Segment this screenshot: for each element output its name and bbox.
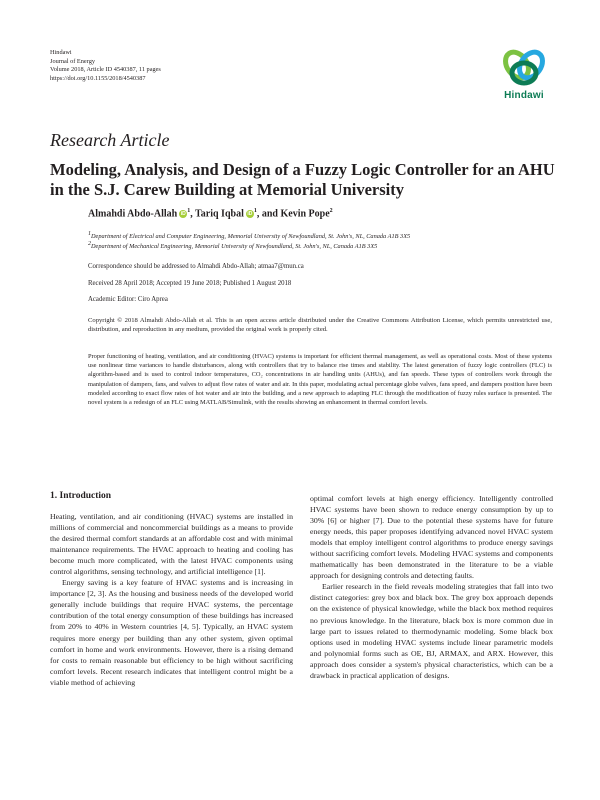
author-separator: , and <box>256 208 281 220</box>
affiliation-marker: 1 <box>253 208 257 214</box>
affiliation-number: 1 <box>88 231 91 237</box>
author-name[interactable]: Tariq Iqbal <box>195 208 244 220</box>
affiliation-2 <box>88 241 377 250</box>
affiliation-marker: 2 <box>329 208 333 214</box>
publisher-name: Hindawi <box>50 49 72 56</box>
publication-dates: Received 28 April 2018; Accepted 19 June 2018; Published 1 August 2018 <box>88 280 292 287</box>
left-column <box>50 511 293 688</box>
paragraph: optimal comfort levels at high energy efficiency. Intelligently controlled HVAC systems have been shown to reduce energy consumption by up to 30% [6] or higher [7]. Due to the potential these systems have for future energy needs, this paper proposes identifying advanced novel HVAC system models that employ intelligent control algorithms to produce energy savings without sacrificing comfort levels. Modeling HVAC systems and components mathematically has been demonstrated in the literature to be a viable approach for designing controls and detecting faults. <box>310 494 553 581</box>
academic-editor: Academic Editor: Ciro Aprea <box>88 296 168 303</box>
author-name[interactable]: Kevin Pope <box>280 208 330 220</box>
article-type: Research Article <box>50 130 170 150</box>
right-column <box>310 493 553 681</box>
section-heading: 1. Introduction <box>50 491 112 501</box>
journal-header <box>50 49 161 83</box>
orcid-icon[interactable]: iD <box>180 211 186 218</box>
hindawi-logo-icon <box>496 48 552 90</box>
paper-title: Modeling, Analysis, and Design of a Fuzzy Logic Controller for an AHU in the S.J. Carew Building at Memorial University <box>50 160 555 199</box>
author-separator: , <box>190 208 196 220</box>
affiliation-number: 2 <box>88 241 91 247</box>
hindawi-logo <box>496 48 552 106</box>
doi-link[interactable]: https://doi.org/10.1155/2018/4540387 <box>50 74 146 82</box>
author-name[interactable]: Almahdi Abdo-Allah <box>88 208 178 220</box>
affiliation-text: Department of Electrical and Computer Engineering, Memorial University of Newfoundland, St. John's, NL, Canada A1B 3X5 <box>91 233 411 241</box>
paragraph: Earlier research in the field reveals modeling strategies that fall into two distinct categories: grey box and black box. The grey box approach depends on the existence of physical knowledge, while the black box method requires no previous knowledge. In the literature, black box is more common due in large part to issues related to thermodynamic modeling. Some black box options used in modeling HVAC systems include linear parametric models and polynomial forms such as OE, BJ, ARMAX, and ARX. However, this approach does consider a system's physical characteristics, which can be a drawback in practical application of designs. <box>310 582 553 680</box>
paragraph: Energy saving is a key feature of HVAC systems and is increasing in importance [2, 3]. As the housing and business needs of the developed world generally include buildings that require HVAC systems, the percentage contribution of the total energy consumption of these buildings has increased from 20% to 40% in Western countries [4, 5]. Typically, an HVAC system requires more energy per building than any other system, given optimal comfort in home and work environments. However, there is a rising demand for costs to remain reasonable but efficiency to be high without sacrificing comfort levels. Recent research indicates that intelligent control might be a viable method of achieving <box>50 578 293 687</box>
correspondence: Correspondence should be addressed to Almahdi Abdo-Allah; atmaa7@mun.ca <box>88 263 304 270</box>
journal-name: Journal of Energy <box>50 57 96 65</box>
paragraph: Heating, ventilation, and air conditioning (HVAC) systems are installed in millions of commercial and noncommercial buildings as a means to provide the desired thermal comfort standards at an affordable cost and with minimal maintenance requirements. The HVAC approach to heating and cooling has become much more complicated, with the latest HVAC components using control algorithms, sensing technology, and artificial intelligence [1]. <box>50 512 293 577</box>
volume-info: Volume 2018, Article ID 4540387, 11 pages <box>50 66 161 74</box>
affiliation-text: Department of Mechanical Engineering, Memorial University of Newfoundland, St. John's, NL, Canada A1B 3X5 <box>91 243 378 251</box>
logo-text: Hindawi <box>504 90 544 101</box>
orcid-icon[interactable]: iD <box>247 211 253 218</box>
copyright-notice: Copyright © 2018 Almahdi Abdo-Allah et al. This is an open access article distributed under the Creative Commons Attribution License, which permits unrestricted use, distribution, and reproduction in any medium, provided the original work is properly cited. <box>88 317 552 334</box>
abstract: Proper functioning of heating, ventilation, and air conditioning (HVAC) systems is important for efficient thermal management, as well as operational costs. Most of these systems use nonlinear time variances to handle disturbances, along with controllers that try to balance rise times and stability. The latest generation of fuzzy logic controllers (FLC) is algorithm-based and is used to control indoor temperatures, CO₂ concentrations in air handling units (AHUs), and fan speeds. These types of controllers work through the manipulation of dampers, fans, and valves to adjust flow rates of water and air. In this paper, modulating actual percentage globe valves, fans speed, and dampers position have been modeled according to exact flow rates of hot water and air into the building, and a new approach to adapting FLC through the modification of fuzzy rules surface is presented. The novel system is a redesign of an FLC using MATLAB/Simulink, with the results showing an enhancement in thermal comfort levels. <box>88 353 552 407</box>
affiliation-1 <box>88 231 410 240</box>
author-list <box>88 208 333 219</box>
affiliation-marker: 1 <box>187 208 191 214</box>
